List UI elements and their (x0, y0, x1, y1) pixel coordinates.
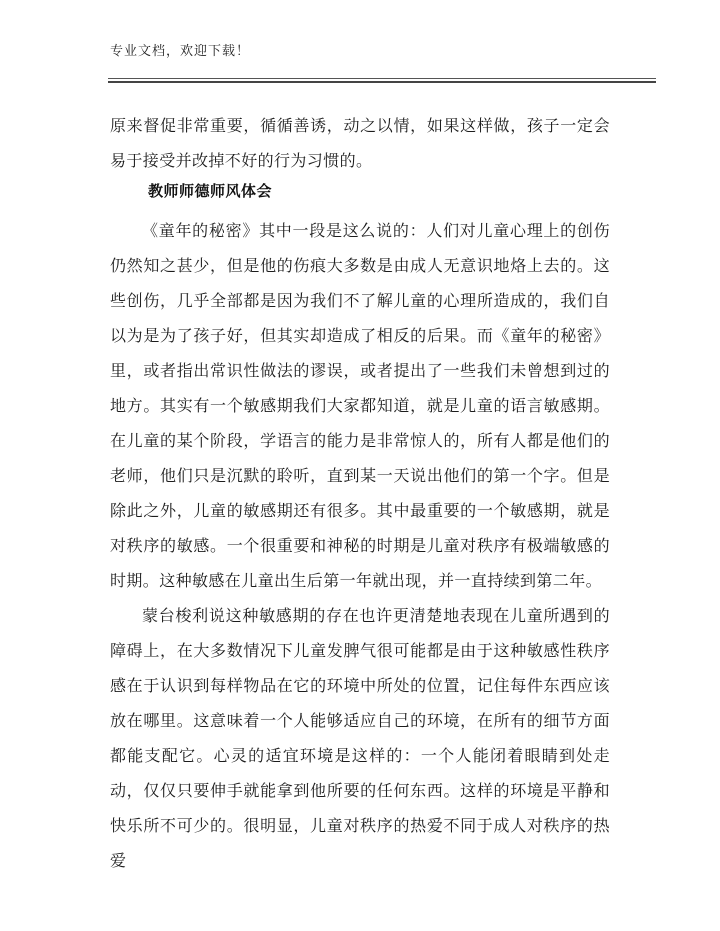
paragraph-1-block (110, 213, 610, 598)
section-title: 教师师德师风体会 (148, 182, 273, 200)
paragraph-1: 《童年的秘密》其中一段是这么说的：人们对儿童心理上的创伤仍然知之甚少，但是他的伤痕大多数是由成人无意识地烙上去的。这些创伤，几乎全部都是因为我们不了解儿童的心理所造成的，我们自以为是为了孩子好，但其实却造成了相反的后果。而《童年的秘密》里，或者指出常识性做法的谬误，或者提出了一些我们未曾想到过的地方。其实有一个敏感期我们大家都知道，就是儿童的语言敏感期。在儿童的某个阶段，学语言的能力是非常惊人的，所有人都是他们的老师，他们只是沉默的聆听，直到某一天说出他们的第一个字。但是除此之外，儿童的敏感期还有很多。其中最重要的一个敏感期，就是对秩序的敏感。一个很重要和神秘的时期是儿童对秩序有极端敏感的时期。这种敏感在儿童出生后第一年就出现，并一直持续到第二年。 (110, 221, 610, 590)
intro-paragraph: 原来督促非常重要，循循善诱，动之以情，如果这样做，孩子一定会易于接受并改掉不好的行为习惯的。 (110, 116, 610, 170)
paragraph-2-block (110, 598, 610, 878)
header-rule-thick (108, 81, 656, 83)
header-note: 专业文档，欢迎下载！ (110, 44, 251, 59)
header-rule-thin (108, 78, 656, 79)
paragraph-2: 蒙台梭利说这种敏感期的存在也许更清楚地表现在儿童所遇到的障碍上，在大多数情况下儿童发脾气很可能都是由于这种敏感性秩序感在于认识到每样物品在它的环境中所处的位置，记住每件东西应该放在哪里。这意味着一个人能够适应自己的环境，在所有的细节方面都能支配它。心灵的适宜环境是这样的：一个人能闭着眼睛到处走动，仅仅只要伸手就能拿到他所要的任何东西。这样的环境是平静和快乐所不可少的。很明显，儿童对秩序的热爱不同于成人对秩序的热爱 (110, 606, 610, 870)
intro-paragraph-block (110, 108, 610, 178)
